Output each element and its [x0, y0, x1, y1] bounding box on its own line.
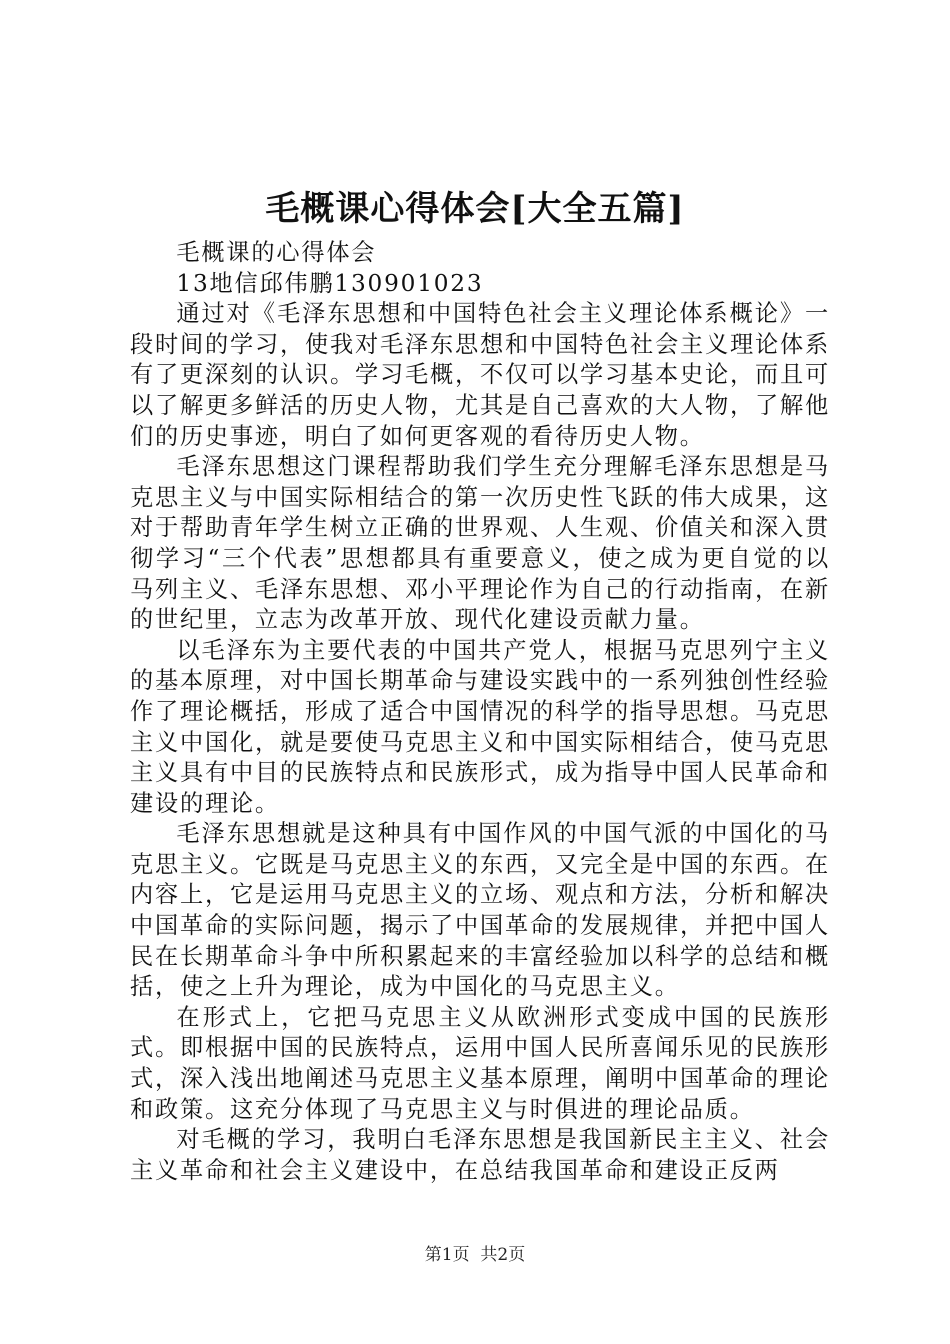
paragraph: 毛泽东思想这门课程帮助我们学生充分理解毛泽东思想是马克思主义与中国实际相结合的第一次历史性飞跃的伟大成果，这对于帮助青年学生树立正确的世界观、人生观、价值关和深入贯彻学习“三个代表”思想都具有重要意义，使之成为更自觉的以马列主义、毛泽东思想、邓小平理论作为自己的行动指南，在新的世纪里，立志为改革开放、现代化建设贡献力量。 [130, 453, 830, 634]
page-footer [0, 1243, 950, 1267]
author-line: 13地信邱伟鹏130901023 [176, 269, 484, 297]
paragraph: 通过对《毛泽东思想和中国特色社会主义理论体系概论》一段时间的学习，使我对毛泽东思想和中国特色社会主义理论体系有了更深刻的认识。学习毛概，不仅可以学习基本史论，而且可以了解更多鲜活的历史人物，尤其是自己喜欢的大人物，了解他们的历史事迹，明白了如何更客观的看待历史人物。 [130, 300, 830, 450]
page-number: 第1页 [424, 1245, 470, 1265]
paragraph: 以毛泽东为主要代表的中国共产党人，根据马克思列宁主义的基本原理，对中国长期革命与建设实践中的一系列独创性经验作了理论概括，形成了适合中国情况的科学的指导思想。马克思主义中国化，就是要使马克思主义和中国实际相结合，使马克思主义具有中目的民族特点和民族形式，成为指导中国人民革命和建设的理论。 [130, 636, 830, 817]
document-title: 毛概课心得体会[大全五篇] [265, 189, 685, 229]
paragraph: 毛泽东思想就是这种具有中国作风的中国气派的中国化的马克思主义。它既是马克思主义的东西，又完全是中国的东西。在内容上，它是运用马克思主义的立场、观点和方法，分析和解决中国革命的实际问题，揭示了中国革命的发展规律，并把中国人民在长期革命斗争中所积累起来的丰富经验加以科学的总结和概括，使之上升为理论，成为中国化的马克思主义。 [130, 820, 830, 1001]
paragraph: 对毛概的学习，我明白毛泽东思想是我国新民主主义、社会主义革命和社会主义建设中，在总结我国革命和建设正反两 [130, 1126, 830, 1184]
footer-spacer [470, 1245, 481, 1265]
page-total: 共2页 [480, 1245, 526, 1265]
document-subtitle: 毛概课的心得体会 [176, 239, 377, 266]
document-body [130, 238, 830, 1186]
paragraph: 在形式上，它把马克思主义从欧洲形式变成中国的民族形式。即根据中国的民族特点，运用中国人民所喜闻乐见的民族形式，深入浅出地阐述马克思主义基本原理，阐明中国革命的理论和政策。这充分体现了马克思主义与时俱进的理论品质。 [130, 1003, 830, 1123]
